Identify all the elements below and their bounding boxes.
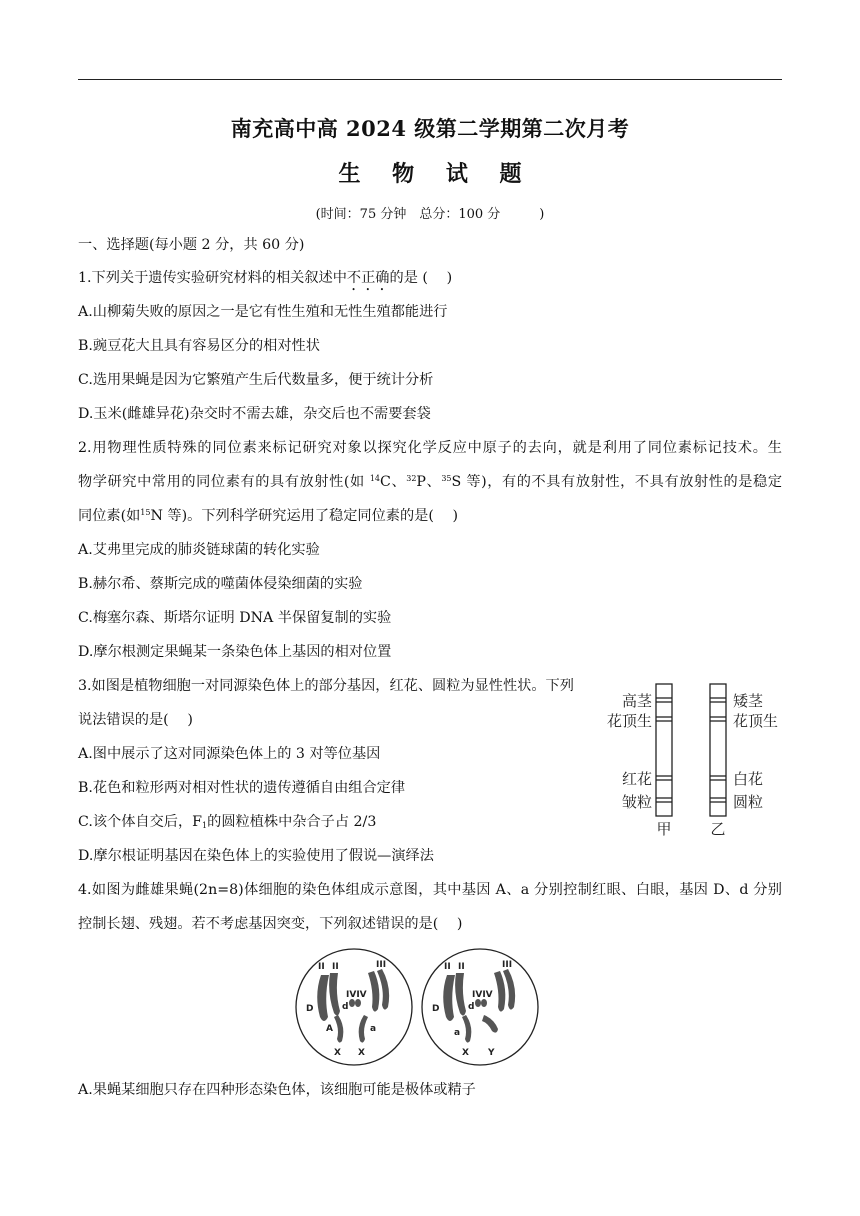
q2-option-a: A.艾弗里完成的肺炎链球菌的转化实验 [78, 542, 320, 558]
female-label-a: a [370, 1024, 377, 1034]
chromosome-yi [710, 684, 726, 816]
q2-stem-line2: 物学研究中常用的同位素有的具有放射性(如 $^{14}$C、$^{32}$P、$^{35}$S 等)，有的不具有放射性，不具有放射性的是稳定 [78, 474, 783, 490]
label-honghua: 红花 [621, 770, 652, 788]
male-label-II-right: II [458, 962, 465, 972]
fruitfly-karyotype-figure [294, 945, 540, 1069]
label-aijing: 矮茎 [733, 692, 764, 710]
label-zhouli: 皱粒 [621, 793, 652, 811]
female-label-III: III [376, 960, 387, 970]
q2-option-d: D.摩尔根测定果蝇某一条染色体上基因的相对位置 [78, 644, 392, 660]
female-label-II-right: II [332, 962, 339, 972]
female-label-II-left: II [318, 962, 325, 972]
male-cell [422, 949, 538, 1065]
female-label-d: d [342, 1002, 349, 1012]
q4-option-a: A.果蝇某细胞只存在四种形态染色体，该细胞可能是极体或精子 [78, 1082, 476, 1098]
label-gaojing: 高茎 [621, 692, 652, 710]
q4-stem-line1: 4.如图为雌雄果蝇(2n=8)体细胞的染色体组成示意图，其中基因 A、a 分别控制红眼、白眼，基因 D、d 分别 [78, 882, 782, 898]
female-label-D: D [306, 1004, 314, 1014]
q3-stem-line1: 3.如图是植物细胞一对同源染色体上的部分基因，红花、圆粒为显性性状。下列 [78, 678, 574, 694]
label-huadingsheng-right: 花顶生 [733, 712, 779, 730]
female-cell [296, 949, 412, 1065]
male-label-X: X [462, 1048, 469, 1058]
female-label-A: A [326, 1024, 333, 1034]
q2-stem-line1: 2.用物理性质特殊的同位素来标记研究对象以探究化学反应中原子的去向，就是利用了同位素标记技术。生 [78, 440, 782, 456]
label-huadingsheng-left: 花顶生 [606, 712, 652, 730]
male-label-Y: Y [488, 1048, 495, 1058]
male-label-d: d [468, 1002, 475, 1012]
exam-title: 南充高中高 2024 级第二学期第二次月考 [230, 116, 630, 141]
male-label-II-left: II [444, 962, 451, 972]
female-label-X1: X [334, 1048, 341, 1058]
female-label-X2: X [358, 1048, 365, 1058]
q1-option-a: A.山柳菊失败的原因之一是它有性生殖和无性生殖都能进行 [78, 304, 448, 320]
q3-option-b: B.花色和粒形两对相对性状的遗传遵循自由组合定律 [78, 780, 406, 796]
section-heading: 一、选择题(每小题 2 分，共 60 分) [78, 237, 305, 253]
label-yuanli: 圆粒 [733, 793, 764, 811]
q3-option-c: C.该个体自交后，$F_1$的圆粒植株中杂合子占 2/3 [78, 814, 377, 830]
exam-subtitle: 生 物 试 题 [338, 161, 534, 187]
q2-option-b: B.赫尔希、蔡斯完成的噬菌体侵染细菌的实验 [78, 576, 363, 592]
q4-stem-line2: 控制长翅、残翅。若不考虑基因突变，下列叙述错误的是( ) [78, 916, 463, 932]
header-rule [78, 79, 782, 80]
q2-stem-line3: 同位素(如$^{15}$N 等)。下列科学研究运用了稳定同位素的是( ) [78, 508, 459, 524]
male-label-IV: IVIV [472, 990, 493, 1000]
exam-meta: (时间：75 分钟 总分：100 分 ) [315, 207, 545, 222]
q3-option-d: D.摩尔根证明基因在染色体上的实验使用了假说—演绎法 [78, 848, 434, 864]
female-label-IV: IVIV [346, 990, 367, 1000]
q1-stem: 1.下列关于遗传实验研究材料的相关叙述中不正确的是 ( ) [78, 270, 453, 286]
q3-stem-line2: 说法错误的是( ) [78, 712, 193, 728]
q1-emphasis: 不正确 [346, 270, 390, 286]
q3-option-a: A.图中展示了这对同源染色体上的 3 对等位基因 [78, 746, 381, 762]
chromosome-pair-figure [600, 680, 785, 840]
q2-option-c: C.梅塞尔森、斯塔尔证明 DNA 半保留复制的实验 [78, 610, 392, 626]
label-yi: 乙 [710, 820, 726, 838]
label-jia: 甲 [656, 820, 672, 838]
chromosome-jia [656, 684, 672, 816]
label-baihua: 白花 [733, 770, 764, 788]
male-label-a: a [454, 1028, 461, 1038]
male-label-III: III [502, 960, 513, 970]
q1-option-b: B.豌豆花大且具有容易区分的相对性状 [78, 338, 320, 354]
male-label-D: D [432, 1004, 440, 1014]
q1-option-d: D.玉米(雌雄异花)杂交时不需去雄，杂交后也不需要套袋 [78, 406, 431, 422]
q1-option-c: C.选用果蝇是因为它繁殖产生后代数量多，便于统计分析 [78, 372, 434, 388]
